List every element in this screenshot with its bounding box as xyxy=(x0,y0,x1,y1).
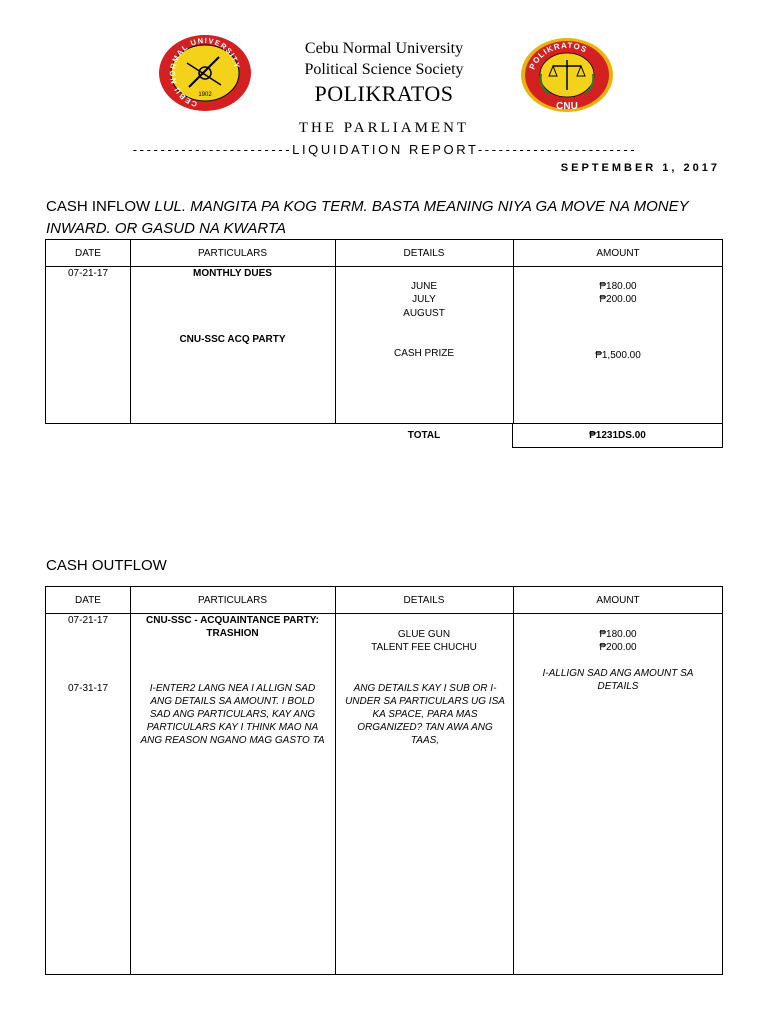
report-subtitle: -----------------------LIQUIDATION REPORT----------------------- xyxy=(132,142,638,157)
inflow-detail-june: JUNE xyxy=(410,281,438,292)
inflow-row1-particular: MONTHLY DUES xyxy=(193,268,272,279)
cnu-seal-ring-text: CEBU NORMAL UNIVERSITY xyxy=(168,35,242,109)
inflow-col-amount: AMOUNT xyxy=(596,248,640,259)
cash-inflow-heading-bold: INFLOW xyxy=(91,198,151,215)
cash-outflow-table xyxy=(45,586,723,975)
cnu-seal-year: 1902 xyxy=(198,92,212,98)
outflow-row1-particular: CNU-SSC - ACQUAINTANCE PARTY: TRASHION xyxy=(146,615,319,639)
inflow-amount-july: ₱200.00 xyxy=(599,294,637,305)
report-title: THE PARLIAMENT xyxy=(298,120,470,136)
inflow-row2-particular: CNU-SSC ACQ PARTY xyxy=(179,334,286,345)
polikratos-seal-top-text: POLIKRATOS xyxy=(527,40,589,71)
cash-inflow-table xyxy=(45,239,723,424)
outflow-col-particulars: PARTICULARS xyxy=(197,595,268,606)
inflow-row2-details: CASH PRIZE xyxy=(393,348,454,359)
polikratos-seal-bottom-text: CNU xyxy=(556,101,578,112)
inflow-amount-june: ₱180.00 xyxy=(599,281,637,292)
org-name: POLIKRATOS xyxy=(314,81,454,106)
outflow-amount-talent-fee: ₱200.00 xyxy=(599,642,637,653)
outflow-amount-note: I-ALLIGN SAD ANG AMOUNT SA DETAILS xyxy=(542,668,694,692)
outflow-col-amount: AMOUNT xyxy=(596,595,640,606)
society-name: Political Science Society xyxy=(304,61,464,78)
report-date: SEPTEMBER 1, 2017 xyxy=(560,162,720,174)
inflow-col-details: DETAILS xyxy=(403,248,445,259)
cash-inflow-heading-plain: CASH xyxy=(46,198,92,215)
outflow-row2-particular: I-ENTER2 LANG NEA I ALLIGN SAD ANG DETAILS SA AMOUNT. I BOLD SAD ANG PARTICULARS, KAY ANG PARTICULARS KAY I THINK MAO NA ANG REASON NGANO MAG GASTO TA xyxy=(140,683,325,746)
outflow-detail-talent-fee: TALENT FEE CHUCHU xyxy=(371,642,477,653)
cash-inflow-heading-note: LUL. MANGITA PA KOG TERM. BASTA MEANING NIYA GA MOVE NA MONEY INWARD. OR GASUD NA KWARTA xyxy=(46,198,689,237)
university-name: Cebu Normal University xyxy=(304,40,464,57)
inflow-total-label: TOTAL xyxy=(407,430,441,441)
inflow-detail-july: JULY xyxy=(412,294,436,305)
inflow-row1-date: 07-21-17 xyxy=(67,268,109,279)
outflow-row2-date: 07-31-17 xyxy=(67,683,109,694)
outflow-col-details: DETAILS xyxy=(403,595,445,606)
cash-inflow-heading xyxy=(46,196,736,240)
inflow-row2-amount: ₱1,500.00 xyxy=(595,350,641,361)
inflow-total-box xyxy=(512,423,723,448)
outflow-col-date: DATE xyxy=(75,595,101,606)
inflow-total-value: ₱1231DS.00 xyxy=(589,430,646,441)
outflow-detail-glue-gun: GLUE GUN xyxy=(397,629,451,640)
outflow-amount-glue-gun: ₱180.00 xyxy=(599,629,637,640)
inflow-col-date: DATE xyxy=(75,248,101,259)
cash-outflow-heading: CASH OUTFLOW xyxy=(46,557,167,574)
outflow-row1-date: 07-21-17 xyxy=(67,615,109,626)
inflow-col-particulars: PARTICULARS xyxy=(197,248,268,259)
outflow-row2-details: ANG DETAILS KAY I SUB OR I-UNDER SA PARTICULARS UG ISA KA SPACE, PARA MAS ORGANIZED? TAN AWA ANG TAAS, xyxy=(345,683,505,746)
inflow-detail-august: AUGUST xyxy=(403,308,445,319)
